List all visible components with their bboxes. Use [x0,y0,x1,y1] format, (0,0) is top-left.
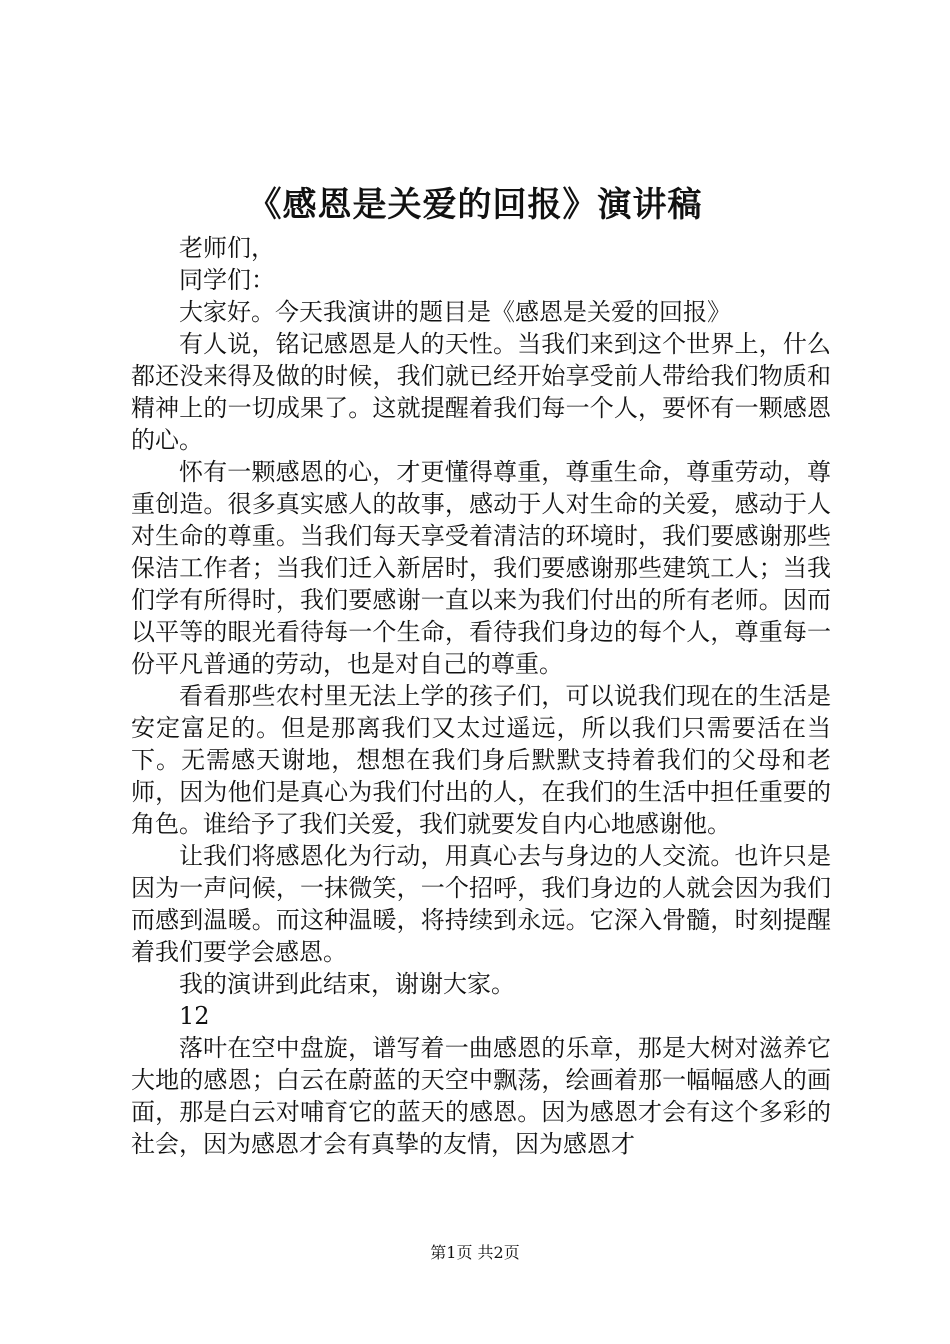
page-footer: 第1页 共2页 [430,1243,520,1262]
paragraph-number: 12 [179,1002,210,1030]
document-body [131,232,831,1160]
paragraph-body: 怀有一颗感恩的心，才更懂得尊重，尊重生命，尊重劳动，尊重创造。很多真实感人的故事，感动于人对生命的关爱，感动于人对生命的尊重。当我们每天享受着清洁的环境时，我们要感谢那些保洁工作者；当我们迁入新居时，我们要感谢那些建筑工人；当我们学有所得时，我们要感谢一直以来为我们付出的所有老师。因而以平等的眼光看待每一个生命，看待我们身边的每个人，尊重每一份平凡普通的劳动，也是对自己的尊重。 [131,458,831,678]
paragraph-body: 有人说，铭记感恩是人的天性。当我们来到这个世界上，什么都还没来得及做的时候，我们就已经开始享受前人带给我们物质和精神上的一切成果了。这就提醒着我们每一个人，要怀有一颗感恩的心。 [131,330,831,454]
paragraph-salutation-students: 同学们： [179,266,275,294]
paragraph-body: 落叶在空中盘旋，谱写着一曲感恩的乐章，那是大树对滋养它大地的感恩；白云在蔚蓝的天空中飘荡，绘画着那一幅幅感人的画面，那是白云对哺育它的蓝天的感恩。因为感恩才会有这个多彩的社会，因为感恩才会有真挚的友情，因为感恩才 [131,1034,831,1158]
page-title: 《感恩是关爱的回报》演讲稿 [247,185,703,225]
paragraph-body: 让我们将感恩化为行动，用真心去与身边的人交流。也许只是因为一声问候，一抹微笑，一个招呼，我们身边的人就会因为我们而感到温暖。而这种温暖，将持续到永远。它深入骨髓，时刻提醒着我们要学会感恩。 [131,842,831,966]
paragraph-closing: 我的演讲到此结束，谢谢大家。 [179,970,515,998]
paragraph-salutation-teachers: 老师们， [179,234,275,262]
paragraph-body: 看看那些农村里无法上学的孩子们，可以说我们现在的生活是安定富足的。但是那离我们又太过遥远，所以我们只需要活在当下。无需感天谢地，想想在我们身后默默支持着我们的父母和老师，因为他们是真心为我们付出的人，在我们的生活中担任重要的角色。谁给予了我们关爱，我们就要发自内心地感谢他。 [131,682,831,838]
paragraph-greeting: 大家好。今天我演讲的题目是《感恩是关爱的回报》 [179,298,731,326]
